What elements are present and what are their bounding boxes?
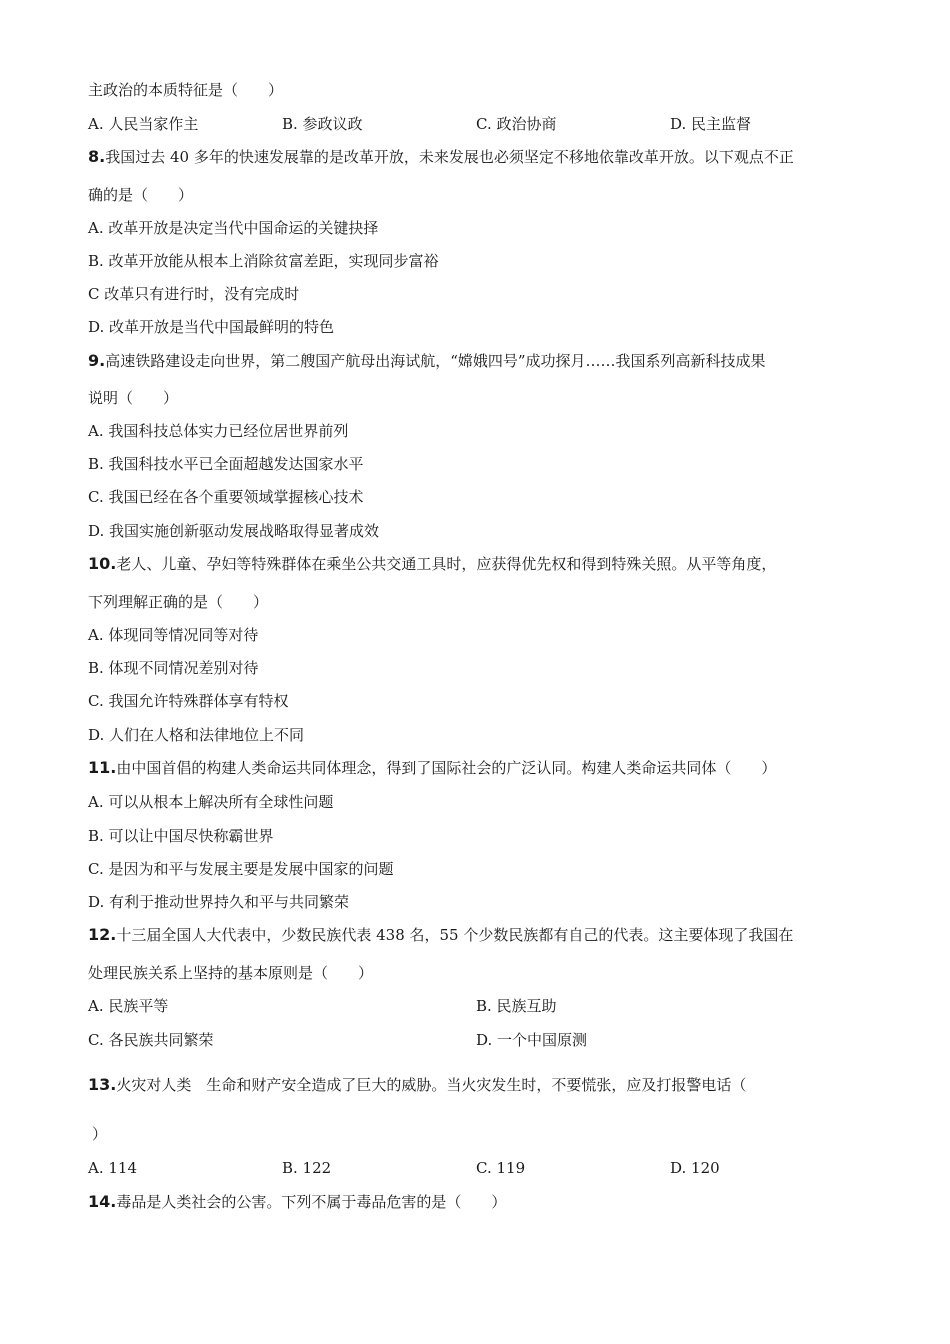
q11-option-c: C. 是因为和平与发展主要是发展中国家的问题 [88,860,394,878]
q13-option-b: B. 122 [282,1159,332,1177]
question-13-stem-cont: ） [92,1125,108,1143]
question-number: 12. [88,925,117,944]
q7-option-a: A. 人民当家作主 [88,115,199,133]
question-number: 14. [88,1192,117,1211]
q12-option-b: B. 民族互助 [476,997,557,1015]
question-number: 11. [88,758,117,777]
q9-option-c: C. 我国已经在各个重要领域掌握核心技术 [88,488,364,506]
q13-option-c: C. 119 [476,1159,526,1177]
question-12-stem-cont: 处理民族关系上坚持的基本原则是（ ） [88,964,374,982]
q13-option-d: D. 120 [670,1159,720,1177]
q9-option-a: A. 我国科技总体实力已经位居世界前列 [88,422,349,440]
question-text: 由中国首倡的构建人类命运共同体理念，得到了国际社会的广泛认同。构建人类命运共同体（ ） [116,759,777,777]
question-text: 我国过去 40 多年的快速发展靠的是改革开放，未来发展也必须坚定不移地依靠改革开放。以下观点不正 [105,148,794,166]
q11-option-a: A. 可以从根本上解决所有全球性问题 [88,793,334,811]
question-8-stem [88,147,794,167]
question-text: 毒品是人类社会的公害。下列不属于毒品危害的是（ ） [116,1193,507,1211]
question-text: 高速铁路建设走向世界，第二艘国产航母出海试航，“嫦娥四号”成功探月……我国系列高新科技成果 [105,352,766,370]
question-number: 9. [88,351,106,370]
q8-option-d: D. 改革开放是当代中国最鲜明的特色 [88,318,335,336]
q8-option-b: B. 改革开放能从根本上消除贫富差距，实现同步富裕 [88,252,439,270]
q7-option-c: C. 政治协商 [476,115,557,133]
question-7-stem-end: 主政治的本质特征是（ ） [88,81,284,99]
question-14-stem [88,1192,506,1212]
q12-option-c: C. 各民族共同繁荣 [88,1031,214,1049]
question-12-stem [88,925,793,945]
question-number: 10. [88,554,117,573]
q10-option-b: B. 体现不同情况差别对待 [88,659,259,677]
q12-option-a: A. 民族平等 [88,997,169,1015]
question-text: 老人、儿童、孕妇等特殊群体在乘坐公共交通工具时，应获得优先权和得到特殊关照。从平等角度， [116,555,777,573]
question-text: 十三届全国人大代表中，少数民族代表 438 名，55 个少数民族都有自己的代表。这主要体现了我国在 [116,926,794,944]
question-13-stem [88,1075,746,1095]
question-number: 8. [88,147,106,166]
q10-option-d: D. 人们在人格和法律地位上不同 [88,726,305,744]
question-text: 火灾对人类 生命和财产安全造成了巨大的威胁。当火灾发生时，不要慌张，应及打报警电话（ [116,1076,747,1094]
q10-option-c: C. 我国允许特殊群体享有特权 [88,692,289,710]
q13-option-a: A. 114 [88,1159,137,1177]
q8-option-c: C 改革只有进行时，没有完成时 [88,285,300,303]
q11-option-b: B. 可以让中国尽快称霸世界 [88,827,274,845]
q9-option-b: B. 我国科技水平已全面超越发达国家水平 [88,455,364,473]
question-11-stem [88,758,776,778]
question-9-stem-cont: 说明（ ） [88,389,179,407]
q12-option-d: D. 一个中国原测 [476,1031,588,1049]
q7-option-b: B. 参政议政 [282,115,363,133]
q8-option-a: A. 改革开放是决定当代中国命运的关键抉择 [88,219,379,237]
q11-option-d: D. 有利于推动世界持久和平与共同繁荣 [88,893,350,911]
question-8-stem-cont: 确的是（ ） [88,186,194,204]
question-number: 13. [88,1075,117,1094]
question-10-stem-cont: 下列理解正确的是（ ） [88,593,269,611]
question-9-stem [88,351,766,371]
q10-option-a: A. 体现同等情况同等对待 [88,626,259,644]
q7-option-d: D. 民主监督 [670,115,752,133]
question-10-stem [88,554,776,574]
q9-option-d: D. 我国实施创新驱动发展战略取得显著成效 [88,522,380,540]
